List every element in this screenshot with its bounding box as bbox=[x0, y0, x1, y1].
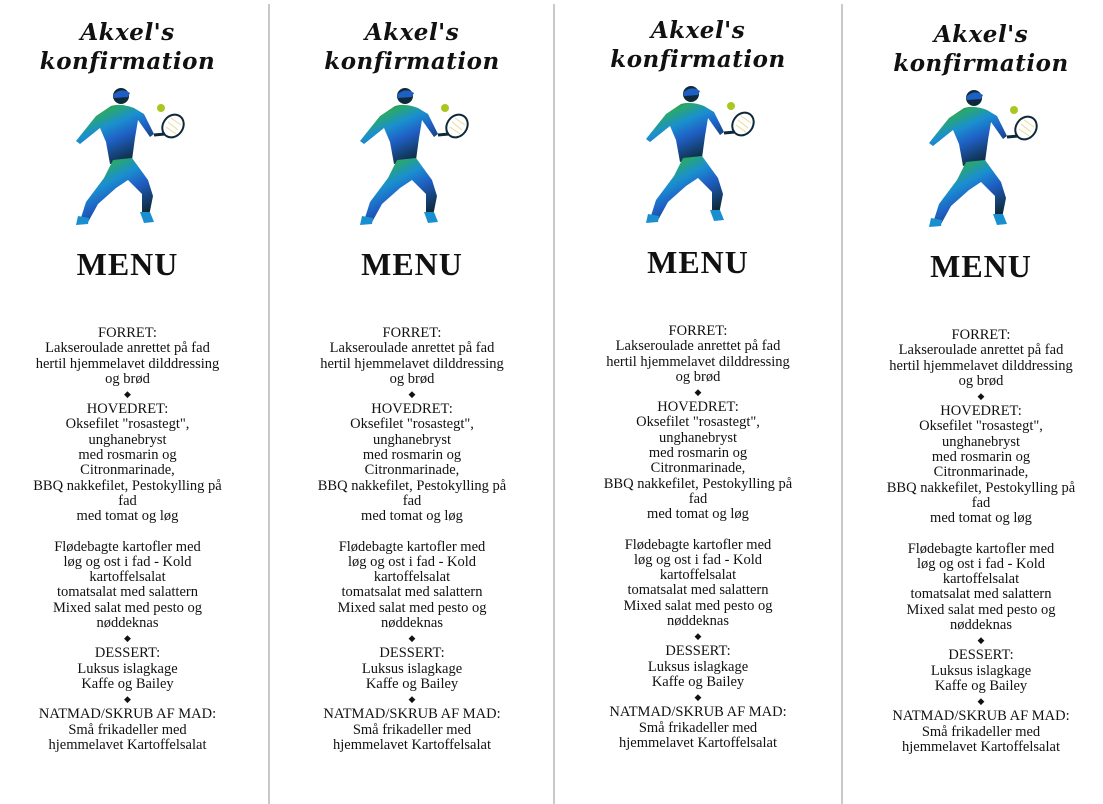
tilbehor-line: løg og ost i fad - Kold bbox=[916, 555, 1046, 572]
dessert-label: DESSERT: bbox=[948, 647, 1014, 664]
title-line-1: Akxel's bbox=[650, 17, 746, 44]
menu-body bbox=[0, 326, 255, 753]
hovedret-line: Oksefilet "rosastegt", bbox=[65, 416, 190, 433]
spacer bbox=[856, 527, 1103, 542]
hovedret-line: unghanebryst bbox=[88, 431, 167, 448]
hovedret-line: med tomat og løg bbox=[361, 508, 463, 525]
tilbehor-line: nøddeknas bbox=[666, 613, 729, 630]
separator-icon: ◆ bbox=[694, 631, 702, 642]
dessert-line: Luksus islagkage bbox=[77, 660, 178, 677]
tilbehor-line: Mixed salat med pesto og bbox=[337, 599, 487, 616]
tilbehor-line: tomatsalat med salattern bbox=[910, 586, 1052, 603]
card-title bbox=[283, 18, 541, 76]
dessert-label: DESSERT: bbox=[94, 645, 161, 662]
separator-icon: ◆ bbox=[694, 387, 702, 398]
dessert-line: Luksus islagkage bbox=[930, 662, 1032, 679]
tilbehor-line: nøddeknas bbox=[949, 617, 1012, 634]
card-title bbox=[856, 20, 1103, 78]
tilbehor-line: Mixed salat med pesto og bbox=[906, 601, 1056, 618]
tennis-player-illustration bbox=[342, 84, 482, 226]
menu-card-4 bbox=[856, 0, 1103, 755]
menu-heading: MENU bbox=[647, 244, 749, 280]
hovedret-line: Citronmarinade, bbox=[80, 462, 175, 479]
dessert-line: Kaffe og Bailey bbox=[934, 677, 1028, 694]
hovedret-line: BBQ nakkefilet, Pestokylling på bbox=[603, 475, 793, 492]
menu-card-1 bbox=[0, 0, 255, 753]
tennis-player-illustration bbox=[628, 82, 768, 224]
forret-line: Lakseroulade anrettet på fad bbox=[329, 340, 495, 357]
natmad-label: NATMAD/SKRUB AF MAD: bbox=[609, 704, 787, 721]
tilbehor-line: nøddeknas bbox=[96, 615, 159, 632]
natmad-line: hjemmelavet Kartoffelsalat bbox=[333, 736, 491, 753]
natmad-label: NATMAD/SKRUB AF MAD: bbox=[892, 708, 1070, 725]
hovedret-line: Oksefilet "rosastegt", bbox=[919, 418, 1043, 435]
tilbehor-line: løg og ost i fad - Kold bbox=[63, 553, 192, 570]
hovedret-line: Citronmarinade, bbox=[650, 460, 746, 477]
forret-line: og brød bbox=[958, 372, 1004, 389]
tilbehor-line: nøddeknas bbox=[380, 615, 443, 632]
title-line-1: Akxel's bbox=[80, 19, 175, 46]
natmad-label: NATMAD/SKRUB AF MAD: bbox=[38, 706, 217, 723]
tilbehor-line: Flødebagte kartofler med bbox=[907, 540, 1055, 557]
forret-line: Lakseroulade anrettet på fad bbox=[45, 340, 210, 357]
separator-icon: ◆ bbox=[408, 633, 416, 644]
tilbehor-line: kartoffelsalat bbox=[659, 567, 737, 584]
tilbehor-line: Mixed salat med pesto og bbox=[623, 597, 773, 614]
hovedret-line: unghanebryst bbox=[372, 431, 452, 448]
forret-line: og brød bbox=[389, 370, 435, 387]
separator-icon: ◆ bbox=[124, 694, 131, 705]
title-line-1: Akxel's bbox=[364, 19, 460, 46]
forret-label: FORRET: bbox=[98, 325, 157, 341]
menu-card-3 bbox=[568, 0, 828, 751]
forret-line: hertil hjemmelavet dilddressing bbox=[320, 355, 504, 372]
hovedret-line: med tomat og løg bbox=[76, 508, 179, 525]
hovedret-line: Citronmarinade, bbox=[364, 462, 460, 479]
hovedret-line: fad bbox=[402, 492, 422, 509]
forret-line: hertil hjemmelavet dilddressing bbox=[606, 353, 790, 370]
tilbehor-line: Flødebagte kartofler med bbox=[338, 538, 486, 555]
separator-icon: ◆ bbox=[977, 391, 985, 402]
menu-body bbox=[856, 328, 1103, 755]
spacer bbox=[0, 525, 255, 540]
divider-3 bbox=[841, 4, 843, 804]
dessert-line: Luksus islagkage bbox=[647, 658, 749, 675]
hovedret-line: fad bbox=[971, 494, 991, 511]
title-line-2: konfirmation bbox=[39, 48, 216, 75]
menu-heading: MENU bbox=[76, 246, 179, 282]
natmad-line: hjemmelavet Kartoffelsalat bbox=[902, 738, 1060, 755]
dessert-line: Kaffe og Bailey bbox=[651, 673, 745, 690]
natmad-line: hjemmelavet Kartoffelsalat bbox=[48, 736, 207, 753]
dessert-line: Kaffe og Bailey bbox=[81, 675, 174, 692]
forret-line: Lakseroulade anrettet på fad bbox=[615, 338, 781, 355]
natmad-line: Små frikadeller med bbox=[352, 721, 472, 738]
separator-icon: ◆ bbox=[408, 694, 416, 705]
natmad-label: NATMAD/SKRUB AF MAD: bbox=[323, 706, 501, 723]
forret-line: hertil hjemmelavet dilddressing bbox=[35, 355, 220, 372]
spacer bbox=[283, 525, 541, 540]
tilbehor-line: kartoffelsalat bbox=[89, 569, 166, 586]
menu-card-2 bbox=[283, 0, 541, 753]
hovedret-line: med tomat og løg bbox=[647, 506, 749, 523]
card-title bbox=[568, 16, 828, 74]
tilbehor-line: Flødebagte kartofler med bbox=[54, 538, 201, 555]
separator-icon: ◆ bbox=[408, 389, 416, 400]
tennis-player-illustration bbox=[911, 86, 1051, 228]
hovedret-line: med rosmarin og bbox=[78, 447, 177, 464]
title-line-1: Akxel's bbox=[933, 21, 1029, 48]
tennis-player-illustration bbox=[58, 84, 198, 226]
natmad-line: Små frikadeller med bbox=[638, 719, 758, 736]
card-title bbox=[0, 18, 255, 76]
dessert-line: Luksus islagkage bbox=[361, 660, 463, 677]
tilbehor-line: løg og ost i fad - Kold bbox=[347, 553, 477, 570]
tilbehor-line: kartoffelsalat bbox=[942, 571, 1020, 588]
hovedret-line: fad bbox=[118, 492, 137, 509]
tilbehor-line: kartoffelsalat bbox=[373, 569, 451, 586]
separator-icon: ◆ bbox=[977, 696, 985, 707]
divider-2 bbox=[553, 4, 555, 804]
tilbehor-line: løg og ost i fad - Kold bbox=[633, 551, 763, 568]
hovedret-label: HOVEDRET: bbox=[940, 403, 1022, 420]
separator-icon: ◆ bbox=[124, 633, 131, 644]
title-line-2: konfirmation bbox=[893, 50, 1069, 77]
natmad-line: Små frikadeller med bbox=[921, 723, 1041, 740]
hovedret-line: BBQ nakkefilet, Pestokylling på bbox=[33, 477, 222, 494]
forret-line: Lakseroulade anrettet på fad bbox=[898, 342, 1064, 359]
hovedret-line: Oksefilet "rosastegt", bbox=[636, 414, 760, 431]
tilbehor-line: tomatsalat med salattern bbox=[627, 582, 769, 599]
hovedret-line: BBQ nakkefilet, Pestokylling på bbox=[317, 477, 507, 494]
menu-body bbox=[568, 324, 828, 751]
natmad-line: hjemmelavet Kartoffelsalat bbox=[619, 734, 777, 751]
forret-line: og brød bbox=[675, 368, 721, 385]
separator-icon: ◆ bbox=[694, 692, 702, 703]
hovedret-line: unghanebryst bbox=[941, 433, 1021, 450]
hovedret-line: unghanebryst bbox=[658, 429, 738, 446]
divider-1 bbox=[268, 4, 270, 804]
title-line-2: konfirmation bbox=[610, 46, 786, 73]
tilbehor-line: tomatsalat med salattern bbox=[341, 584, 483, 601]
dessert-line: Kaffe og Bailey bbox=[365, 675, 459, 692]
forret-label: FORRET: bbox=[668, 323, 728, 339]
menu-heading: MENU bbox=[930, 248, 1032, 284]
hovedret-line: Citronmarinade, bbox=[933, 464, 1029, 481]
hovedret-label: HOVEDRET: bbox=[657, 399, 739, 416]
hovedret-line: med rosmarin og bbox=[931, 449, 1031, 466]
separator-icon: ◆ bbox=[124, 389, 131, 400]
dessert-label: DESSERT: bbox=[665, 643, 731, 660]
hovedret-label: HOVEDRET: bbox=[371, 401, 453, 418]
hovedret-label: HOVEDRET: bbox=[86, 401, 169, 418]
tilbehor-line: Flødebagte kartofler med bbox=[624, 536, 772, 553]
hovedret-line: fad bbox=[688, 490, 708, 507]
forret-label: FORRET: bbox=[382, 325, 442, 341]
spacer bbox=[568, 523, 828, 538]
menu-heading: MENU bbox=[361, 246, 463, 282]
forret-line: og brød bbox=[105, 370, 150, 387]
hovedret-line: BBQ nakkefilet, Pestokylling på bbox=[886, 479, 1076, 496]
separator-icon: ◆ bbox=[977, 635, 985, 646]
dessert-label: DESSERT: bbox=[379, 645, 445, 662]
hovedret-line: med rosmarin og bbox=[362, 447, 462, 464]
natmad-line: Små frikadeller med bbox=[68, 721, 187, 738]
forret-label: FORRET: bbox=[951, 327, 1011, 343]
hovedret-line: med tomat og løg bbox=[930, 510, 1032, 527]
hovedret-line: Oksefilet "rosastegt", bbox=[350, 416, 474, 433]
hovedret-line: med rosmarin og bbox=[648, 445, 748, 462]
tilbehor-line: Mixed salat med pesto og bbox=[52, 599, 202, 616]
menu-body bbox=[283, 326, 541, 753]
title-line-2: konfirmation bbox=[324, 48, 500, 75]
forret-line: hertil hjemmelavet dilddressing bbox=[889, 357, 1073, 374]
tilbehor-line: tomatsalat med salattern bbox=[57, 584, 198, 601]
